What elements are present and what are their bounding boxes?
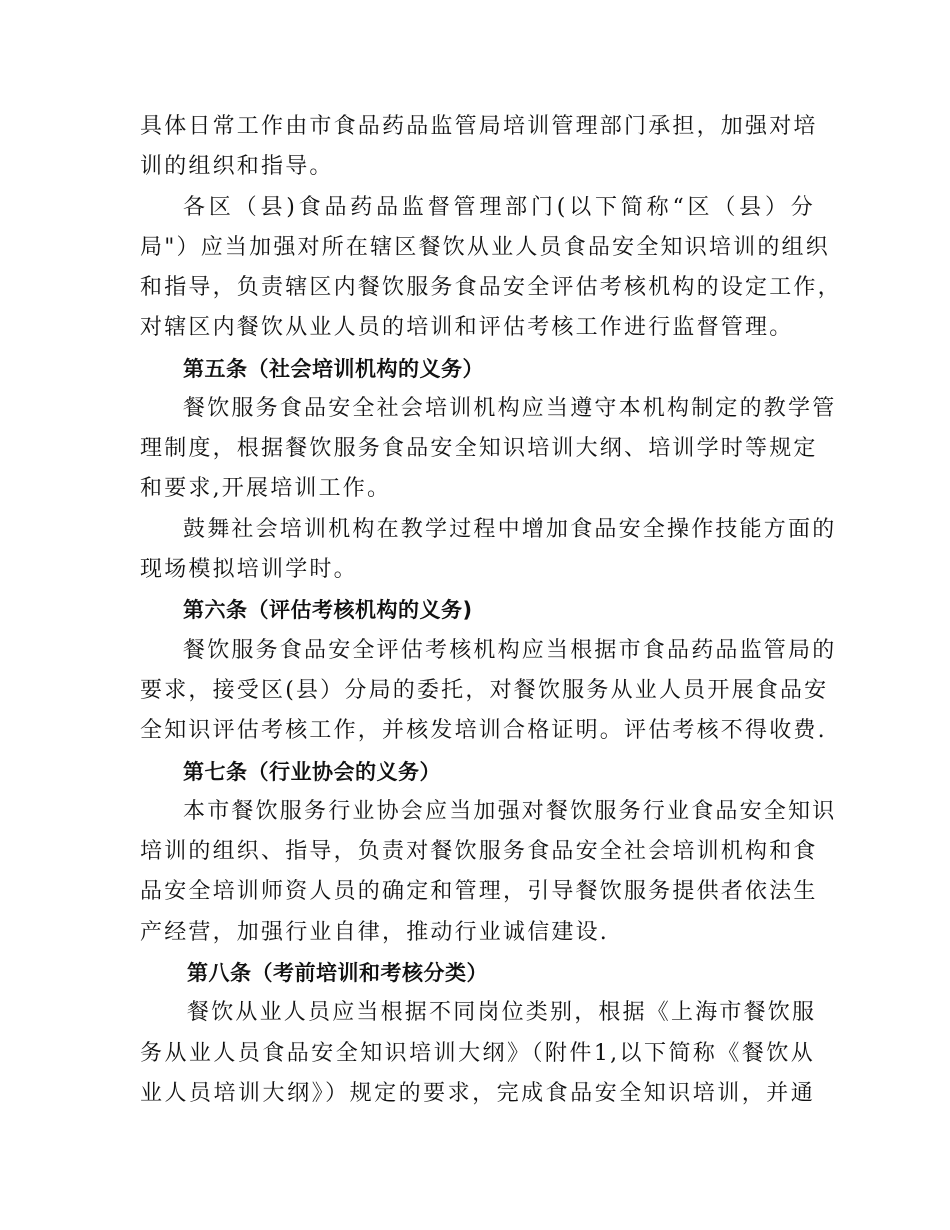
paragraph-line: 理制度，根据餐饮服务食品安全知识培训大纲、培训学时等规定 [140, 436, 818, 461]
paragraph-line: 鼓舞社会培训机构在教学过程中增加食品安全操作技能方面的 [183, 517, 837, 542]
article-heading-7: 第七条（行业协会的义务） [183, 760, 441, 784]
article-heading-8: 第八条（考前培训和考核分类） [187, 961, 488, 985]
paragraph-line: 局"）应当加强对所在辖区餐饮从业人员食品安全知识培训的组织 [140, 235, 830, 260]
paragraph-line: 本市餐饮服务行业协会应当加强对餐饮服务行业食品安全知识 [183, 799, 837, 824]
paragraph-line: 业人员培训大纲》）规定的要求，完成食品安全知识培训，并通 [140, 1081, 815, 1106]
paragraph-line: 和要求,开展培训工作。 [140, 476, 392, 501]
paragraph-line: 餐饮从业人员应当根据不同岗位类别，根据《上海市餐饮服 [187, 1000, 817, 1025]
article-heading-5: 第五条（社会培训机构的义务） [183, 357, 484, 381]
paragraph-line: 具体日常工作由市食品药品监管局培训管理部门承担，加强对培 [140, 114, 818, 139]
paragraph-line: 现场模拟培训学时。 [140, 557, 358, 582]
paragraph-line: 对辖区内餐饮从业人员的培训和评估考核工作进行监督管理。 [140, 315, 794, 340]
paragraph-line: 培训的组织、指导，负责对餐饮服务食品安全社会培训机构和食 [140, 839, 818, 864]
paragraph-line: 各区（县)食品药品监督管理部门(以下简称“区（县）分 [183, 195, 815, 220]
paragraph-line: 和指导，负责辖区内餐饮服务食品安全评估考核机构的设定工作， [140, 275, 842, 300]
paragraph-line: 品安全培训师资人员的确定和管理，引导餐饮服务提供者依法生 [140, 879, 818, 904]
paragraph-line: 全知识评估考核工作，并核发培训合格证明。评估考核不得收费. [140, 718, 827, 743]
paragraph-line: 要求，接受区(县）分局的委托，对餐饮服务从业人员开展食品安 [140, 678, 829, 703]
paragraph-line: 训的组织和指导。 [140, 154, 334, 179]
paragraph-line: 餐饮服务食品安全社会培训机构应当遵守本机构制定的教学管 [183, 396, 837, 421]
paragraph-line: 务从业人员食品安全知识培训大纲》（附件1,以下简称《餐饮从 [140, 1041, 815, 1066]
article-heading-6: 第六条（评估考核机构的义务) [183, 598, 473, 622]
paragraph-line: 产经营，加强行业自律，推动行业诚信建设. [140, 920, 609, 945]
paragraph-line: 餐饮服务食品安全评估考核机构应当根据市食品药品监管局的 [183, 638, 837, 663]
